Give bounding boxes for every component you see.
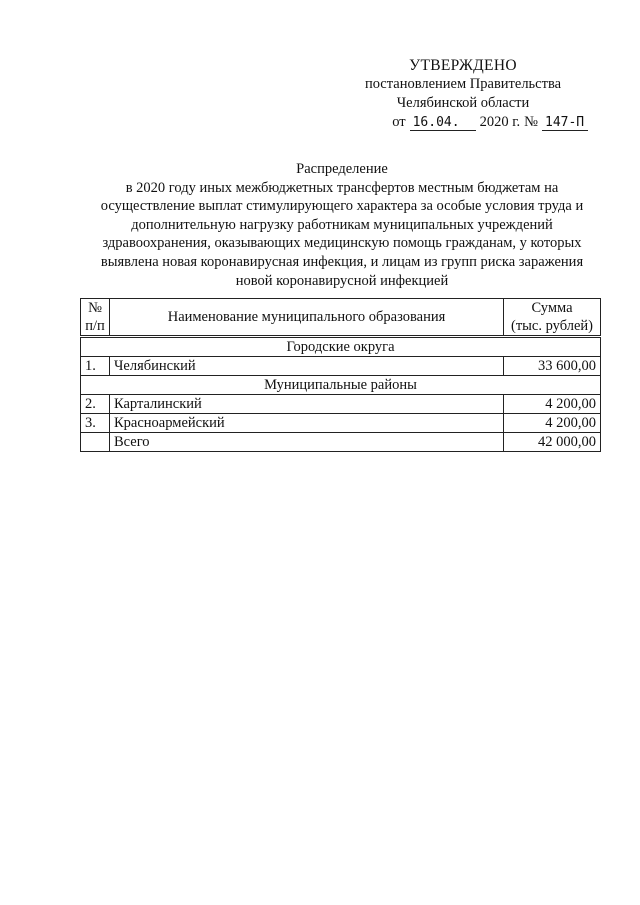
decree-number-field: 147-П: [542, 116, 588, 131]
table-header-row: [81, 299, 601, 337]
approval-line: Челябинской области: [396, 95, 530, 111]
header-name: Наименование муниципального образования: [110, 299, 504, 337]
table-row: [81, 414, 601, 433]
header-number-line2: п/п: [85, 318, 105, 334]
row-sum: 4 200,00: [504, 414, 601, 433]
header-number-line1: №: [88, 300, 102, 316]
approval-heading: УТВЕРЖДЕНО: [409, 57, 517, 74]
row-name: Карталинский: [110, 395, 504, 414]
number-sign: №: [524, 114, 538, 130]
date-prefix: от: [392, 114, 406, 130]
section-row: [81, 376, 601, 395]
header-sum-line1: Сумма: [531, 300, 573, 316]
row-name: Челябинский: [110, 357, 504, 376]
header-sum-line2: (тыс. рублей): [511, 318, 593, 334]
approval-line: постановлением Правительства: [364, 76, 562, 92]
section-title: Городские округа: [81, 337, 601, 357]
distribution-table: [80, 298, 601, 452]
approval-block: [338, 56, 588, 132]
total-sum: 42 000,00: [504, 433, 601, 452]
total-row: [81, 433, 601, 452]
row-number: 1.: [81, 357, 110, 376]
title-line: выявлена новая коронавирусная инфекция, и лицам из групп риска заражения: [100, 253, 584, 270]
section-row: [81, 337, 601, 357]
title-line: осуществление выплат стимулирующего характера за особые условия труда и: [100, 198, 584, 215]
total-number-cell: [81, 433, 110, 452]
title-line: здравоохранения, оказывающих медицинскую помощь гражданам, у которых: [102, 235, 582, 252]
table-row: [81, 357, 601, 376]
title-line: Распределение: [296, 161, 388, 177]
row-sum: 4 200,00: [504, 395, 601, 414]
year-text: 2020 г.: [479, 114, 521, 130]
total-label: Всего: [110, 433, 504, 452]
header-number: [81, 299, 110, 337]
row-name: Красноармейский: [110, 414, 504, 433]
table-row: [81, 395, 601, 414]
title-line: новой коронавирусной инфекцией: [235, 272, 449, 289]
row-number: 3.: [81, 414, 110, 433]
title-line: в 2020 году иных межбюджетных трансфертов местным бюджетам на: [125, 179, 559, 196]
date-field: 16.04.: [410, 116, 476, 131]
title-line: дополнительную нагрузку работникам муниципальных учреждений: [131, 216, 553, 233]
document-title: [84, 160, 600, 290]
approval-date-line: [338, 113, 588, 132]
header-sum: [504, 299, 601, 337]
row-sum: 33 600,00: [504, 357, 601, 376]
row-number: 2.: [81, 395, 110, 414]
section-title: Муниципальные районы: [81, 376, 601, 395]
